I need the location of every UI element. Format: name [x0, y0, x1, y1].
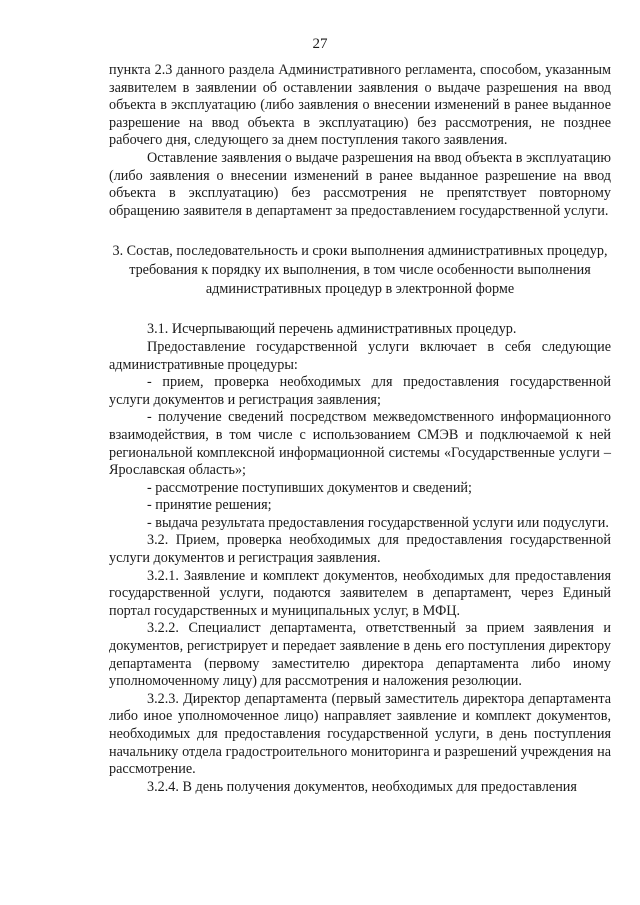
paragraph: Оставление заявления о выдаче разрешения на ввод объекта в эксплуатацию (либо заявления о внесении изменений в ранее выданное разрешение на ввод объекта в эксплуатацию) без рассмотрения не препятствует повторному обращению заявителя в департамент за предоставлением государственной услуги.	[109, 149, 611, 219]
paragraph: 3.2.4. В день получения документов, необходимых для предоставления	[147, 778, 577, 795]
paragraph: 3.2.1. Заявление и комплект документов, необходимых для предоставления государственной услуги, подаются заявителем в департамент, через Единый портал государственных и муниципальных услуг, в МФЦ.	[109, 567, 611, 619]
section-heading: 3. Состав, последовательность и сроки выполнения административных процедур, требования к порядку их выполнения, в том числе особенности выполнения административных процедур в электронной форме	[112, 243, 608, 298]
paragraph: пункта 2.3 данного раздела Административного регламента, способом, указанным заявителем в заявлении об оставлении заявления о выдаче разрешения на ввод объекта в эксплуатацию (либо заявления о внесении изменений в ранее выданное разрешение на ввод объекта в эксплуатацию) без рассмотрения, не позднее рабочего дня, следующего за днем поступления такого заявления.	[109, 62, 611, 149]
paragraph: - рассмотрение поступивших документов и сведений;	[147, 479, 472, 496]
paragraph: - прием, проверка необходимых для предоставления государственной услуги документов и регистрация заявления;	[109, 374, 611, 408]
paragraph: - получение сведений посредством межведомственного информационного взаимодействия, в том числе с использованием СМЭВ и подключаемой к ней региональной комплексной информационной системы «Государственные услуги – Ярославская область»;	[109, 409, 611, 479]
page-number: 27	[312, 36, 328, 52]
paragraphs-after-heading	[109, 321, 611, 796]
paragraph: 3.2. Прием, проверка необходимых для предоставления государственной услуги документов и регистрация заявления.	[109, 532, 611, 567]
paragraph: Предоставление государственной услуги включает в себя следующие административные процедуры:	[109, 338, 611, 373]
paragraph: 3.1. Исчерпывающий перечень административных процедур.	[147, 321, 517, 338]
paragraphs-before-heading	[109, 62, 611, 220]
paragraph: 3.2.2. Специалист департамента, ответственный за прием заявления и документов, регистрирует и передает заявление в день его поступления директору департамента (первому заместителю директора департамента либо иному уполномоченному лицу) для рассмотрения и наложения резолюции.	[109, 620, 611, 690]
paragraph: - принятие решения;	[147, 497, 272, 514]
document-body	[109, 62, 611, 796]
paragraph: - выдача результата предоставления государственной услуги или подуслуги.	[147, 514, 609, 531]
paragraph: 3.2.3. Директор департамента (первый заместитель директора департамента либо иное уполномоченное лицо) направляет заявление и комплект документов, необходимых для предоставления государственной услуги, в день поступления начальнику отдела градостроительного мониторинга и разрешений учреждения на рассмотрение.	[109, 690, 611, 778]
